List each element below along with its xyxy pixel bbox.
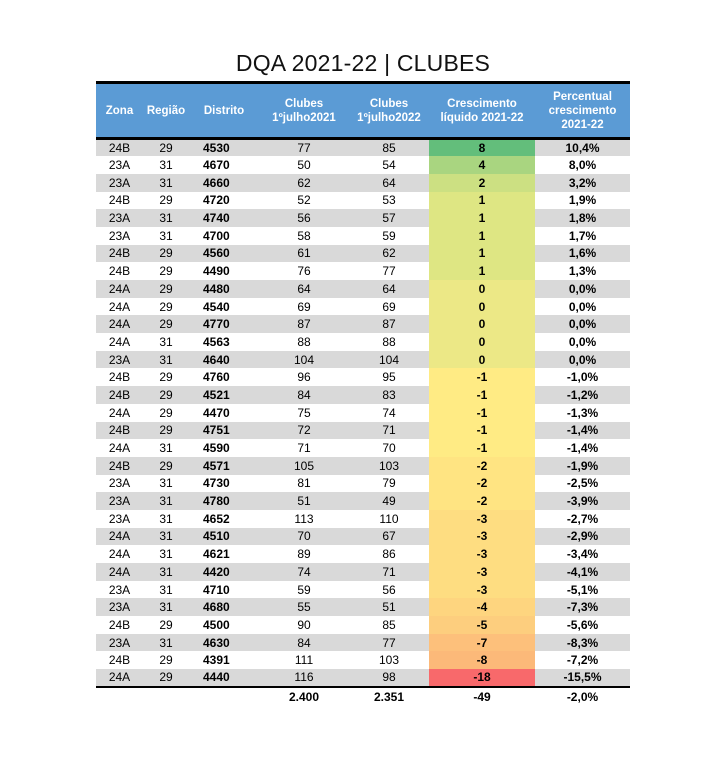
cell-zona: 23A xyxy=(96,634,143,652)
cell-percentual: 1,3% xyxy=(535,262,630,280)
cell-regiao: 29 xyxy=(143,386,189,404)
cell-clubes-2022: 104 xyxy=(349,351,429,369)
cell-zona: 23A xyxy=(96,351,143,369)
cell-zona: 24A xyxy=(96,439,143,457)
header-distrito: Distrito xyxy=(189,83,259,139)
cell-clubes-2021: 84 xyxy=(259,634,349,652)
cell-distrito: 4730 xyxy=(189,475,259,493)
cell-distrito: 4660 xyxy=(189,174,259,192)
cell-distrito: 4680 xyxy=(189,598,259,616)
cell-clubes-2022: 98 xyxy=(349,669,429,687)
cell-regiao: 31 xyxy=(143,510,189,528)
cell-distrito: 4760 xyxy=(189,368,259,386)
cell-crescimento: 0 xyxy=(429,333,535,351)
cell-percentual: -1,9% xyxy=(535,457,630,475)
totals-empty-zona xyxy=(96,687,143,706)
cell-zona: 24B xyxy=(96,386,143,404)
cell-clubes-2022: 86 xyxy=(349,545,429,563)
cell-clubes-2021: 51 xyxy=(259,492,349,510)
table-row xyxy=(96,192,630,210)
cell-clubes-2022: 64 xyxy=(349,174,429,192)
cell-crescimento: -3 xyxy=(429,581,535,599)
cell-crescimento: -2 xyxy=(429,475,535,493)
cell-regiao: 31 xyxy=(143,492,189,510)
table-row xyxy=(96,404,630,422)
cell-clubes-2022: 51 xyxy=(349,598,429,616)
table-row xyxy=(96,651,630,669)
cell-distrito: 4440 xyxy=(189,669,259,687)
cell-clubes-2022: 62 xyxy=(349,245,429,263)
cell-clubes-2021: 64 xyxy=(259,280,349,298)
cell-clubes-2022: 85 xyxy=(349,616,429,634)
cell-regiao: 31 xyxy=(143,351,189,369)
cell-clubes-2022: 85 xyxy=(349,139,429,157)
cell-crescimento: -2 xyxy=(429,457,535,475)
header-percentual: Percentual crescimento 2021-22 xyxy=(535,83,630,139)
table-row xyxy=(96,475,630,493)
cell-percentual: -7,2% xyxy=(535,651,630,669)
cell-percentual: 0,0% xyxy=(535,315,630,333)
table-row xyxy=(96,492,630,510)
cell-zona: 24B xyxy=(96,139,143,157)
cell-distrito: 4780 xyxy=(189,492,259,510)
cell-crescimento: 1 xyxy=(429,192,535,210)
cell-regiao: 29 xyxy=(143,139,189,157)
cell-clubes-2022: 71 xyxy=(349,563,429,581)
cell-regiao: 29 xyxy=(143,298,189,316)
cell-regiao: 31 xyxy=(143,581,189,599)
table-row xyxy=(96,386,630,404)
cell-zona: 24B xyxy=(96,192,143,210)
cell-percentual: 0,0% xyxy=(535,280,630,298)
totals-empty-regiao xyxy=(143,687,189,706)
cell-percentual: 0,0% xyxy=(535,333,630,351)
cell-distrito: 4540 xyxy=(189,298,259,316)
cell-distrito: 4510 xyxy=(189,528,259,546)
cell-regiao: 31 xyxy=(143,598,189,616)
cell-crescimento: -3 xyxy=(429,510,535,528)
cell-clubes-2021: 58 xyxy=(259,227,349,245)
cell-clubes-2022: 49 xyxy=(349,492,429,510)
cell-crescimento: 1 xyxy=(429,245,535,263)
cell-percentual: 0,0% xyxy=(535,351,630,369)
cell-percentual: 1,6% xyxy=(535,245,630,263)
cell-clubes-2021: 113 xyxy=(259,510,349,528)
cell-zona: 24B xyxy=(96,245,143,263)
cell-clubes-2022: 110 xyxy=(349,510,429,528)
cell-percentual: 0,0% xyxy=(535,298,630,316)
cell-regiao: 29 xyxy=(143,651,189,669)
total-percentual: -2,0% xyxy=(535,687,630,706)
cell-clubes-2021: 111 xyxy=(259,651,349,669)
table-row xyxy=(96,616,630,634)
table-row xyxy=(96,439,630,457)
cell-zona: 24B xyxy=(96,457,143,475)
cell-zona: 24A xyxy=(96,528,143,546)
cell-percentual: 1,9% xyxy=(535,192,630,210)
table-row xyxy=(96,245,630,263)
cell-clubes-2022: 71 xyxy=(349,422,429,440)
cell-clubes-2021: 105 xyxy=(259,457,349,475)
cell-percentual: -1,2% xyxy=(535,386,630,404)
cell-distrito: 4590 xyxy=(189,439,259,457)
cell-regiao: 29 xyxy=(143,368,189,386)
table-row xyxy=(96,333,630,351)
clubs-table xyxy=(96,81,630,706)
total-clubes-2022: 2.351 xyxy=(349,687,429,706)
cell-crescimento: 0 xyxy=(429,280,535,298)
cell-percentual: 10,4% xyxy=(535,139,630,157)
cell-percentual: -1,0% xyxy=(535,368,630,386)
cell-percentual: 1,8% xyxy=(535,209,630,227)
cell-clubes-2021: 59 xyxy=(259,581,349,599)
cell-crescimento: 0 xyxy=(429,351,535,369)
cell-percentual: -1,4% xyxy=(535,422,630,440)
cell-zona: 24A xyxy=(96,669,143,687)
cell-zona: 23A xyxy=(96,209,143,227)
cell-regiao: 29 xyxy=(143,315,189,333)
cell-crescimento: -8 xyxy=(429,651,535,669)
cell-crescimento: -1 xyxy=(429,368,535,386)
table-row xyxy=(96,563,630,581)
cell-clubes-2022: 103 xyxy=(349,457,429,475)
cell-distrito: 4640 xyxy=(189,351,259,369)
cell-regiao: 31 xyxy=(143,333,189,351)
cell-zona: 23A xyxy=(96,581,143,599)
cell-clubes-2021: 55 xyxy=(259,598,349,616)
cell-crescimento: 2 xyxy=(429,174,535,192)
cell-distrito: 4560 xyxy=(189,245,259,263)
cell-zona: 24B xyxy=(96,616,143,634)
cell-clubes-2021: 89 xyxy=(259,545,349,563)
cell-clubes-2022: 54 xyxy=(349,156,429,174)
cell-percentual: -1,3% xyxy=(535,404,630,422)
cell-distrito: 4530 xyxy=(189,139,259,157)
cell-percentual: -5,6% xyxy=(535,616,630,634)
cell-zona: 23A xyxy=(96,598,143,616)
cell-zona: 24B xyxy=(96,422,143,440)
cell-clubes-2022: 64 xyxy=(349,280,429,298)
cell-clubes-2021: 70 xyxy=(259,528,349,546)
cell-clubes-2022: 67 xyxy=(349,528,429,546)
cell-zona: 24A xyxy=(96,545,143,563)
cell-clubes-2022: 77 xyxy=(349,634,429,652)
cell-zona: 23A xyxy=(96,227,143,245)
cell-crescimento: 1 xyxy=(429,262,535,280)
table-row xyxy=(96,351,630,369)
cell-distrito: 4621 xyxy=(189,545,259,563)
cell-crescimento: -2 xyxy=(429,492,535,510)
cell-percentual: -2,9% xyxy=(535,528,630,546)
cell-clubes-2021: 61 xyxy=(259,245,349,263)
cell-zona: 23A xyxy=(96,492,143,510)
cell-clubes-2021: 87 xyxy=(259,315,349,333)
cell-percentual: -5,1% xyxy=(535,581,630,599)
cell-distrito: 4490 xyxy=(189,262,259,280)
cell-percentual: -2,7% xyxy=(535,510,630,528)
cell-clubes-2022: 74 xyxy=(349,404,429,422)
cell-clubes-2021: 56 xyxy=(259,209,349,227)
cell-crescimento: 1 xyxy=(429,227,535,245)
cell-zona: 24A xyxy=(96,404,143,422)
cell-regiao: 31 xyxy=(143,174,189,192)
cell-crescimento: 0 xyxy=(429,315,535,333)
table-row xyxy=(96,368,630,386)
table-row xyxy=(96,280,630,298)
cell-zona: 23A xyxy=(96,510,143,528)
cell-clubes-2022: 53 xyxy=(349,192,429,210)
cell-zona: 23A xyxy=(96,156,143,174)
cell-distrito: 4751 xyxy=(189,422,259,440)
cell-distrito: 4630 xyxy=(189,634,259,652)
cell-distrito: 4652 xyxy=(189,510,259,528)
table-row xyxy=(96,139,630,157)
cell-clubes-2021: 52 xyxy=(259,192,349,210)
cell-regiao: 29 xyxy=(143,245,189,263)
table-row xyxy=(96,156,630,174)
cell-distrito: 4720 xyxy=(189,192,259,210)
cell-clubes-2021: 71 xyxy=(259,439,349,457)
cell-clubes-2021: 81 xyxy=(259,475,349,493)
total-crescimento: -49 xyxy=(429,687,535,706)
cell-regiao: 29 xyxy=(143,669,189,687)
cell-clubes-2022: 79 xyxy=(349,475,429,493)
cell-zona: 24A xyxy=(96,563,143,581)
cell-distrito: 4670 xyxy=(189,156,259,174)
cell-zona: 24B xyxy=(96,262,143,280)
cell-percentual: -3,9% xyxy=(535,492,630,510)
cell-clubes-2021: 76 xyxy=(259,262,349,280)
table-row xyxy=(96,457,630,475)
cell-crescimento: -1 xyxy=(429,404,535,422)
table-header xyxy=(96,83,630,139)
cell-percentual: -15,5% xyxy=(535,669,630,687)
table-row xyxy=(96,422,630,440)
cell-distrito: 4521 xyxy=(189,386,259,404)
cell-regiao: 29 xyxy=(143,262,189,280)
cell-clubes-2022: 88 xyxy=(349,333,429,351)
cell-percentual: 1,7% xyxy=(535,227,630,245)
table-row xyxy=(96,227,630,245)
cell-crescimento: -5 xyxy=(429,616,535,634)
cell-clubes-2021: 104 xyxy=(259,351,349,369)
cell-regiao: 31 xyxy=(143,439,189,457)
cell-clubes-2021: 72 xyxy=(259,422,349,440)
cell-clubes-2021: 84 xyxy=(259,386,349,404)
totals-row xyxy=(96,687,630,706)
cell-clubes-2022: 87 xyxy=(349,315,429,333)
cell-clubes-2021: 88 xyxy=(259,333,349,351)
cell-crescimento: -1 xyxy=(429,422,535,440)
cell-clubes-2022: 103 xyxy=(349,651,429,669)
header-clubes-2022: Clubes 1ºjulho2022 xyxy=(349,83,429,139)
cell-percentual: -1,4% xyxy=(535,439,630,457)
cell-regiao: 31 xyxy=(143,545,189,563)
cell-percentual: -8,3% xyxy=(535,634,630,652)
cell-crescimento: -1 xyxy=(429,386,535,404)
cell-zona: 23A xyxy=(96,475,143,493)
cell-zona: 24A xyxy=(96,333,143,351)
cell-distrito: 4500 xyxy=(189,616,259,634)
cell-clubes-2022: 59 xyxy=(349,227,429,245)
table-row xyxy=(96,510,630,528)
cell-clubes-2022: 83 xyxy=(349,386,429,404)
table-row xyxy=(96,174,630,192)
cell-crescimento: 4 xyxy=(429,156,535,174)
cell-zona: 24B xyxy=(96,368,143,386)
cell-distrito: 4700 xyxy=(189,227,259,245)
table-body xyxy=(96,139,630,687)
table-row xyxy=(96,669,630,687)
cell-distrito: 4480 xyxy=(189,280,259,298)
clubs-table-container xyxy=(96,81,630,706)
cell-regiao: 29 xyxy=(143,457,189,475)
cell-percentual: -4,1% xyxy=(535,563,630,581)
cell-regiao: 31 xyxy=(143,227,189,245)
cell-regiao: 31 xyxy=(143,528,189,546)
cell-clubes-2022: 56 xyxy=(349,581,429,599)
cell-clubes-2021: 90 xyxy=(259,616,349,634)
cell-distrito: 4710 xyxy=(189,581,259,599)
totals-empty-distrito xyxy=(189,687,259,706)
cell-clubes-2022: 77 xyxy=(349,262,429,280)
header-crescimento: Crescimento líquido 2021-22 xyxy=(429,83,535,139)
cell-regiao: 29 xyxy=(143,280,189,298)
cell-clubes-2022: 69 xyxy=(349,298,429,316)
cell-regiao: 29 xyxy=(143,404,189,422)
cell-regiao: 29 xyxy=(143,192,189,210)
cell-clubes-2021: 74 xyxy=(259,563,349,581)
cell-clubes-2021: 116 xyxy=(259,669,349,687)
cell-crescimento: 8 xyxy=(429,139,535,157)
table-row xyxy=(96,581,630,599)
cell-zona: 24A xyxy=(96,298,143,316)
table-footer xyxy=(96,687,630,706)
cell-crescimento: 0 xyxy=(429,298,535,316)
cell-crescimento: -4 xyxy=(429,598,535,616)
header-regiao: Região xyxy=(143,83,189,139)
cell-percentual: -7,3% xyxy=(535,598,630,616)
cell-regiao: 31 xyxy=(143,563,189,581)
cell-clubes-2022: 70 xyxy=(349,439,429,457)
cell-regiao: 31 xyxy=(143,634,189,652)
table-row xyxy=(96,598,630,616)
cell-percentual: -2,5% xyxy=(535,475,630,493)
table-row xyxy=(96,315,630,333)
cell-clubes-2021: 69 xyxy=(259,298,349,316)
cell-crescimento: -3 xyxy=(429,528,535,546)
cell-regiao: 29 xyxy=(143,422,189,440)
table-row xyxy=(96,545,630,563)
cell-crescimento: -7 xyxy=(429,634,535,652)
cell-regiao: 31 xyxy=(143,209,189,227)
cell-percentual: 3,2% xyxy=(535,174,630,192)
cell-distrito: 4470 xyxy=(189,404,259,422)
cell-crescimento: -1 xyxy=(429,439,535,457)
cell-clubes-2021: 50 xyxy=(259,156,349,174)
cell-clubes-2022: 95 xyxy=(349,368,429,386)
cell-zona: 24A xyxy=(96,280,143,298)
cell-distrito: 4391 xyxy=(189,651,259,669)
cell-distrito: 4740 xyxy=(189,209,259,227)
cell-crescimento: -18 xyxy=(429,669,535,687)
cell-zona: 23A xyxy=(96,174,143,192)
cell-crescimento: -3 xyxy=(429,563,535,581)
cell-regiao: 29 xyxy=(143,616,189,634)
table-row xyxy=(96,262,630,280)
cell-distrito: 4420 xyxy=(189,563,259,581)
header-clubes-2021: Clubes 1ºjulho2021 xyxy=(259,83,349,139)
cell-distrito: 4563 xyxy=(189,333,259,351)
cell-regiao: 31 xyxy=(143,156,189,174)
cell-percentual: 8,0% xyxy=(535,156,630,174)
cell-percentual: -3,4% xyxy=(535,545,630,563)
cell-regiao: 31 xyxy=(143,475,189,493)
page-title: DQA 2021-22 | CLUBES xyxy=(235,50,491,76)
cell-clubes-2021: 96 xyxy=(259,368,349,386)
cell-distrito: 4571 xyxy=(189,457,259,475)
total-clubes-2021: 2.400 xyxy=(259,687,349,706)
table-row xyxy=(96,528,630,546)
cell-clubes-2021: 77 xyxy=(259,139,349,157)
cell-zona: 24A xyxy=(96,315,143,333)
cell-clubes-2021: 75 xyxy=(259,404,349,422)
table-row xyxy=(96,298,630,316)
table-row xyxy=(96,209,630,227)
header-zona: Zona xyxy=(96,83,143,139)
cell-clubes-2022: 57 xyxy=(349,209,429,227)
cell-crescimento: 1 xyxy=(429,209,535,227)
cell-clubes-2021: 62 xyxy=(259,174,349,192)
cell-distrito: 4770 xyxy=(189,315,259,333)
cell-zona: 24B xyxy=(96,651,143,669)
cell-crescimento: -3 xyxy=(429,545,535,563)
table-row xyxy=(96,634,630,652)
